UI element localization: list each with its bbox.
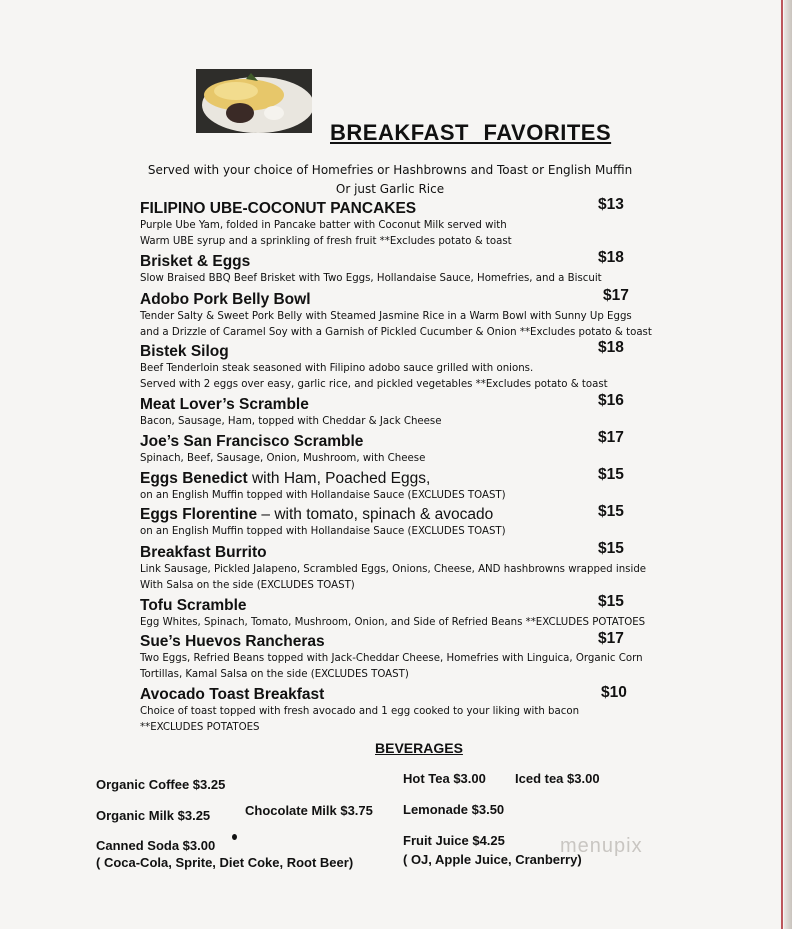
menu-subtitle-line-1: Served with your choice of Homefries or Hashbrowns and Toast or English Muffin (147, 163, 633, 177)
item-desc: **EXCLUDES POTATOES (140, 722, 260, 733)
item-desc: Slow Braised BBQ Beef Brisket with Two Eggs, Hollandaise Sauce, Homefries, and a Biscuit (140, 273, 602, 284)
item-price: $18 (598, 339, 624, 356)
item-name (140, 470, 660, 488)
menu-item (140, 433, 660, 467)
beverage-canned-soda: Canned Soda $3.00 (96, 838, 216, 853)
item-price: $17 (598, 429, 624, 446)
menu-item (140, 633, 660, 683)
item-desc: Purple Ube Yam, folded in Pancake batter with Coconut Milk served with (140, 220, 507, 231)
beverage-chocolate-milk: Chocolate Milk $3.75 (245, 803, 373, 818)
item-price: $15 (598, 503, 624, 520)
beverage-iced-tea: Iced tea $3.00 (515, 771, 600, 786)
item-desc: and a Drizzle of Caramel Soy with a Garnish of Pickled Cucumber & Onion **Excludes potato & toast (140, 327, 652, 338)
menu-item (140, 544, 660, 594)
margin-line (781, 0, 783, 929)
item-desc: Choice of toast topped with fresh avocado and 1 egg cooked to your liking with bacon (140, 706, 580, 717)
item-price: $16 (598, 392, 624, 409)
item-name: Avocado Toast Breakfast (140, 686, 325, 703)
item-name: Meat Lover’s Scramble (140, 396, 309, 413)
item-name-rest: with Ham, Poached Eggs, (247, 470, 431, 487)
beverage-organic-coffee: Organic Coffee $3.25 (96, 777, 226, 792)
item-desc: Bacon, Sausage, Ham, topped with Cheddar & Jack Cheese (140, 416, 442, 427)
item-price: $17 (603, 287, 629, 304)
menu-subtitle-line-2: Or just Garlic Rice (335, 182, 445, 196)
menu-item (140, 343, 660, 393)
item-price: $10 (601, 684, 627, 701)
item-name: Brisket & Eggs (140, 253, 251, 270)
item-name-bold: Eggs Benedict (140, 470, 248, 487)
menu-item (140, 253, 660, 287)
beverage-fruit-juice-options: ( OJ, Apple Juice, Cranberry) (403, 852, 582, 867)
item-price: $18 (598, 249, 624, 266)
item-desc: Egg Whites, Spinach, Tomato, Mushroom, Onion, and Side of Refried Beans **EXCLUDES POTATOES (140, 617, 646, 628)
item-name: Breakfast Burrito (140, 544, 267, 561)
item-desc: Spinach, Beef, Sausage, Onion, Mushroom, with Cheese (140, 453, 426, 464)
pancake-photo (196, 69, 312, 133)
item-price: $13 (598, 196, 624, 213)
item-name: Bistek Silog (140, 343, 229, 360)
item-name (140, 506, 660, 524)
item-name: Tofu Scramble (140, 597, 247, 614)
beverage-lemonade: Lemonade $3.50 (403, 802, 505, 817)
item-name: FILIPINO UBE-COCONUT PANCAKES (140, 200, 417, 217)
item-desc: Tender Salty & Sweet Pork Belly with Steamed Jasmine Rice in a Warm Bowl with Sunny Up Eggs (140, 311, 632, 322)
menu-item (140, 470, 660, 504)
item-price: $15 (598, 466, 624, 483)
beverage-hot-tea: Hot Tea $3.00 (403, 771, 486, 786)
item-desc: on an English Muffin topped with Hollandaise Sauce (EXCLUDES TOAST) (140, 490, 506, 501)
item-name: Joe’s San Francisco Scramble (140, 433, 364, 450)
menu-item (140, 597, 660, 631)
item-name: Sue’s Huevos Rancheras (140, 633, 325, 650)
item-name-bold: Eggs Florentine (140, 506, 258, 523)
item-price: $17 (598, 630, 624, 647)
item-price: $15 (598, 593, 624, 610)
item-name-rest: – with tomato, spinach & avocado (257, 506, 494, 523)
menu-item (140, 291, 660, 341)
beverage-canned-soda-options: ( Coca-Cola, Sprite, Diet Coke, Root Beer) (96, 855, 354, 870)
item-desc: Beef Tenderloin steak seasoned with Filipino adobo sauce grilled with onions. (140, 363, 534, 374)
item-price: $15 (598, 540, 624, 557)
menu-item (140, 506, 660, 540)
item-desc: Link Sausage, Pickled Jalapeno, Scrambled Eggs, Onions, Cheese, AND hashbrowns wrapped inside (140, 564, 647, 575)
item-desc: Two Eggs, Refried Beans topped with Jack-Cheddar Cheese, Homefries with Linguica, Organic Corn (140, 653, 643, 664)
menu-item (140, 686, 660, 736)
menu-item (140, 200, 660, 250)
beverages-title: BEVERAGES (375, 740, 463, 756)
item-desc: Tortillas, Kamal Salsa on the side (EXCLUDES TOAST) (140, 669, 409, 680)
item-name: Adobo Pork Belly Bowl (140, 291, 311, 308)
paper-edge (784, 0, 792, 929)
menu-item (140, 396, 660, 430)
menu-title: BREAKFAST FAVORITES (330, 120, 612, 145)
bullet-dot (232, 834, 237, 840)
beverage-organic-milk: Organic Milk $3.25 (96, 808, 211, 823)
watermark-logo: menupix (560, 835, 643, 857)
beverage-fruit-juice: Fruit Juice $4.25 (403, 833, 505, 848)
item-desc: on an English Muffin topped with Hollandaise Sauce (EXCLUDES TOAST) (140, 526, 506, 537)
item-desc: Served with 2 eggs over easy, garlic rice, and pickled vegetables **Excludes potato & toast (140, 379, 608, 390)
item-desc: With Salsa on the side (EXCLUDES TOAST) (140, 580, 355, 591)
item-desc: Warm UBE syrup and a sprinkling of fresh fruit **Excludes potato & toast (140, 236, 512, 247)
